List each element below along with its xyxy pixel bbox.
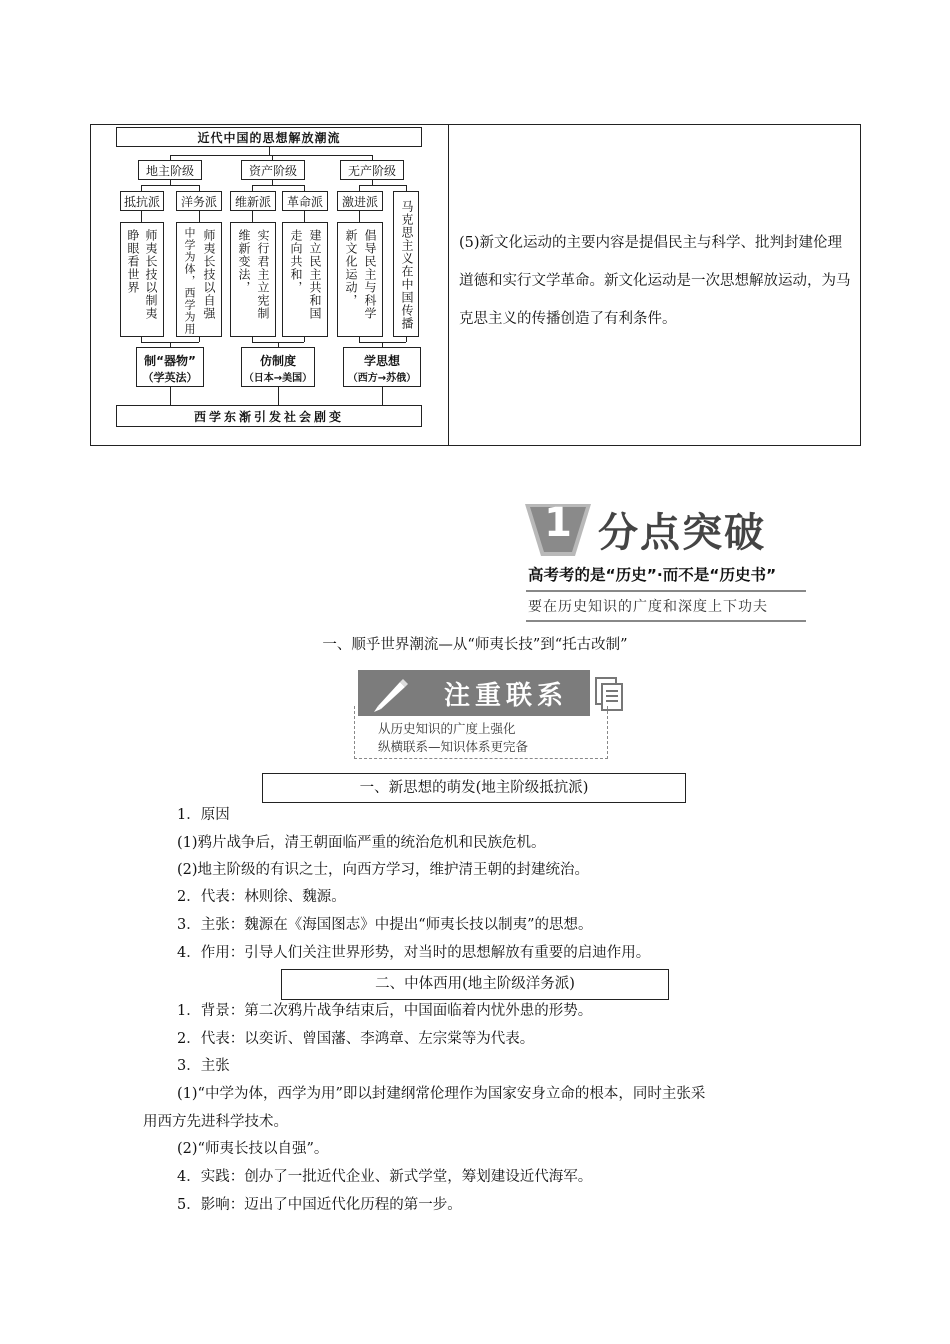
reform-text-b: 实行君主立宪制 — [256, 229, 270, 320]
resistance-text-a: 睁眼看世界 — [126, 229, 140, 294]
part2-line-4: (1)“中学为体，西学为用”即以封建纲常伦理作为国家安身立命的根本，同时主张采 — [177, 1086, 706, 1102]
resistance-text-b: 师夷长技以制夷 — [144, 229, 158, 320]
diagram-footer: 西学东渐引发社会剧变 — [116, 405, 422, 427]
class-landlord: 地主阶级 — [138, 160, 202, 180]
bottom-landlord-main: 制“器物” — [144, 354, 196, 368]
part2-line-3: 3．主张 — [177, 1058, 230, 1074]
content-radical — [337, 222, 383, 337]
westernization-text-b: 师夷长技以自强 — [202, 229, 216, 320]
class-bourgeois: 资产阶级 — [241, 160, 305, 180]
part2-line-6: (2)“师夷长技以自强”。 — [177, 1141, 329, 1157]
part2-line-7: 4．实践：创办了一批近代企业、新式学堂，筹划建设近代海军。 — [177, 1169, 593, 1185]
westernization-text-a: 中学为体，西学为用 — [183, 227, 196, 335]
marxism-text: 马克思主义在中国传播 — [400, 200, 414, 330]
content-marxism — [393, 191, 419, 337]
part2-line-5: 用西方先进科学技术。 — [143, 1114, 288, 1130]
part1-line-5: 3．主张：魏源在《海国图志》中提出“师夷长技以制夷”的思想。 — [177, 917, 593, 933]
banner-tagline: 要在历史知识的广度和深度上下功夫 — [528, 599, 768, 615]
banner-number: 1 — [544, 500, 572, 546]
part1-line-4: 2．代表：林则徐、魏源。 — [177, 889, 346, 905]
focus-title: 注重联系 — [443, 681, 568, 711]
content-westernization — [176, 222, 222, 337]
part2-line-2: 2．代表：以奕䜣、曾国藩、李鸿章、左宗棠等为代表。 — [177, 1031, 535, 1047]
bottom-bourgeois — [241, 347, 315, 387]
bottom-landlord — [136, 347, 204, 387]
part2-line-8: 5．影响：迈出了中国近代化历程的第一步。 — [177, 1197, 462, 1213]
part1-line-3: (2)地主阶级的有识之士，向西方学习，维护清王朝的封建统治。 — [177, 862, 590, 878]
bottom-proletariat-sub: （西方→苏俄） — [347, 373, 417, 384]
bottom-proletariat — [343, 347, 421, 387]
radical-text-b: 倡导民主与科学 — [363, 229, 377, 320]
part1-line-6: 4．作用：引导人们关注世界形势，对当时的思想解放有重要的启迪作用。 — [177, 945, 651, 961]
table-divider — [448, 124, 449, 446]
part2-heading: 二、中体西用(地主阶级洋务派) — [281, 969, 669, 1000]
side-note: (5)新文化运动的主要内容是提倡民主与科学、批判封建伦理道德和实行文学革命。新文化运动是一次思想解放运动，为马克思主义的传播创造了有利条件。 — [459, 235, 851, 327]
focus-line-1: 从历史知识的广度上强化 — [378, 721, 516, 736]
part1-line-2: (1)鸦片战争后，清王朝面临严重的统治危机和民族危机。 — [177, 835, 546, 851]
school-resistance: 抵抗派 — [120, 191, 164, 211]
school-westernization: 洋务派 — [176, 191, 222, 211]
section-title: 一、顺乎世界潮流—从“师夷长技”到“托古改制” — [322, 637, 628, 653]
bottom-proletariat-main: 学思想 — [363, 354, 400, 368]
bottom-landlord-sub: （学英法） — [142, 371, 198, 384]
banner-subtitle: 高考考的是“历史”·而不是“历史书” — [528, 566, 777, 584]
banner-title: 分点突破 — [598, 510, 766, 556]
radical-text-a: 新文化运动， — [344, 229, 358, 307]
school-revolution: 革命派 — [282, 191, 328, 211]
part1-line-1: 1．原因 — [177, 807, 230, 823]
part1-heading: 一、新思想的萌发(地主阶级抵抗派) — [262, 773, 686, 803]
revolution-text-a: 走向共和， — [289, 229, 303, 294]
reform-text-a: 维新变法， — [237, 229, 251, 294]
bottom-bourgeois-sub: （日本→美国） — [243, 373, 313, 384]
focus-line-2: 纵横联系—知识体系更完备 — [378, 739, 529, 754]
content-reform — [230, 222, 276, 337]
class-proletariat: 无产阶级 — [340, 160, 404, 180]
content-resistance — [120, 222, 164, 337]
diagram-title: 近代中国的思想解放潮流 — [116, 127, 422, 147]
part2-line-1: 1．背景：第二次鸦片战争结束后，中国面临着内忧外患的形势。 — [177, 1003, 593, 1019]
school-reform: 维新派 — [230, 191, 276, 211]
school-radical: 激进派 — [337, 191, 383, 211]
bottom-bourgeois-main: 仿制度 — [259, 354, 296, 368]
content-revolution — [282, 222, 328, 337]
revolution-text-b: 建立民主共和国 — [308, 229, 322, 320]
